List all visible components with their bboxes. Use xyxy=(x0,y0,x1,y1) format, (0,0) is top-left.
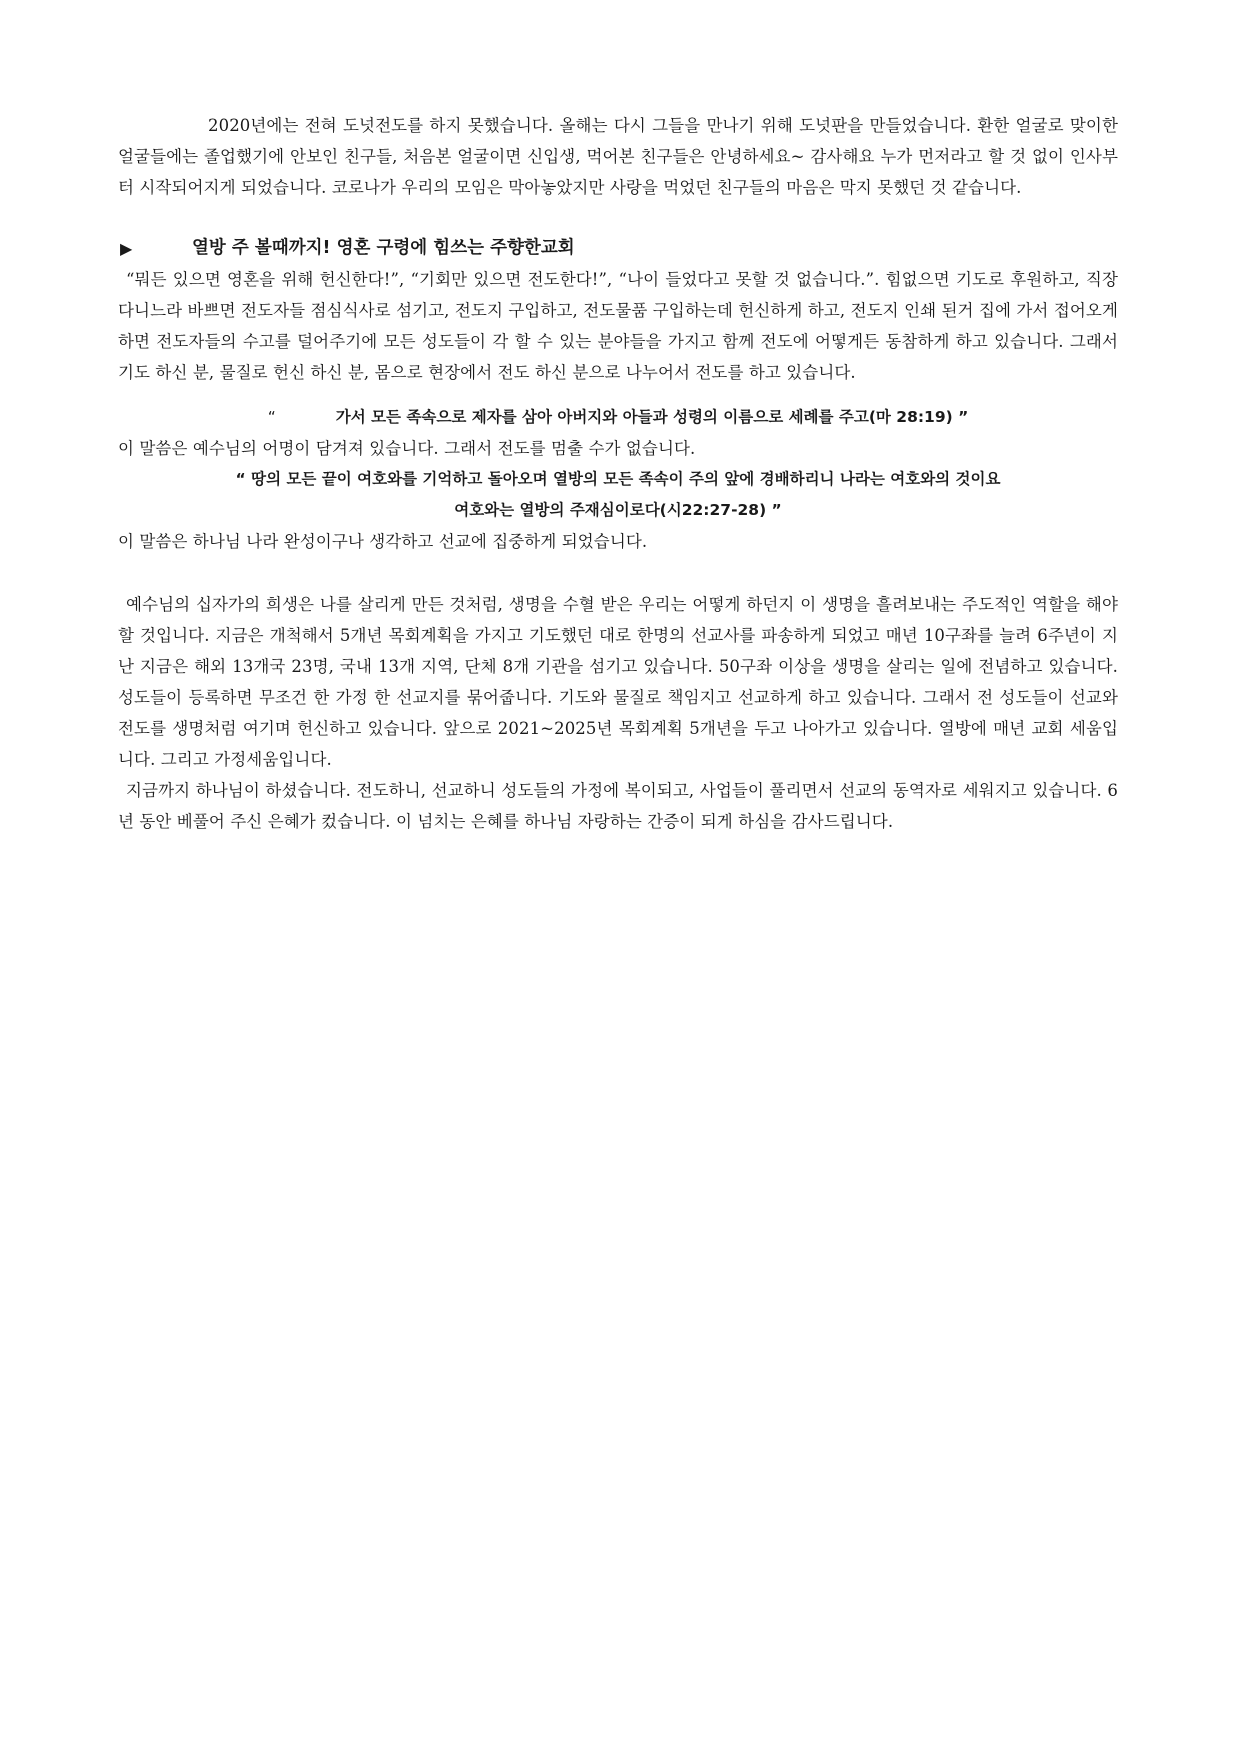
scripture-quote-text: 가서 모든 족속으로 제자를 삼아 아버지와 아들과 성령의 이름으로 세례를 주고(마 28:19) ” xyxy=(335,408,969,426)
mission-paragraph: 예수님의 십자가의 희생은 나를 살리게 만든 것처럼, 생명을 수혈 받은 우리는 어떻게 하던지 이 생명을 흘려보내는 주도적인 역할을 해야 할 것입니다. 지금은 개척해서 5개년 목회계획을 가지고 기도했던 대로 한명의 선교사를 파송하게 되었고 매년 10구좌를 늘려 6주년이 지난 지금은 해외 13개국 23명, 국내 13개 지역, 단체 8개 기관을 섬기고 있습니다. 50구좌 이상을 생명을 살리는 일에 전념하고 있습니다. 성도들이 등록하면 무조건 한 가정 한 선교지를 묶어줍니다. 기도와 물질로 책임지고 선교하게 하고 있습니다. 그래서 전 성도들이 선교와 전도를 생명처럼 여기며 헌신하고 있습니다. 앞으로 2021~2025년 목회계획 5개년을 두고 나아가고 있습니다. 열방에 매년 교회 세움입니다. 그리고 가정세움입니다. xyxy=(118,595,1118,769)
scripture-quote-line-2: 여호와는 열방의 주재심이로다(시22:27-28) ” xyxy=(454,501,782,519)
scripture-quote-matthew xyxy=(118,402,1118,433)
commentary-paragraph-2: 이 말씀은 하나님 나라 완성이구나 생각하고 선교에 집중하게 되었습니다. xyxy=(118,532,648,551)
spacer xyxy=(118,388,1118,402)
spacer xyxy=(118,557,1118,589)
triangle-bullet-icon: ▶ xyxy=(120,239,133,258)
quote-open-mark: “ xyxy=(267,408,276,426)
scripture-quote-psalm xyxy=(118,464,1118,526)
document-page xyxy=(118,110,1118,837)
evangelism-paragraph: “뭐든 있으면 영혼을 위해 헌신한다!”, “기회만 있으면 전도한다!”, “나이 들었다고 못할 것 없습니다.”. 힘없으면 기도로 후원하고, 직장 다니느라 바쁘면 전도자들 점심식사로 섬기고, 전도지 구입하고, 전도물품 구입하는데 헌신하게 하고, 전도지 인쇄 된거 집에 가서 접어오게 하면 전도자들의 수고를 덜어주기에 모든 성도들이 각 할 수 있는 분야들을 가지고 함께 전도에 어떻게든 동참하게 하고 있습니다. 그래서 기도 하신 분, 물질로 헌신 하신 분, 몸으로 현장에서 전도 하신 분으로 나누어서 전도를 하고 있습니다. xyxy=(118,270,1118,382)
closing-paragraph: 지금까지 하나님이 하셨습니다. 전도하니, 선교하니 성도들의 가정에 복이되고, 사업들이 풀리면서 선교의 동역자로 세워지고 있습니다. 6년 동안 베풀어 주신 은혜가 컸습니다. 이 넘치는 은혜를 하나님 자랑하는 간증이 되게 하심을 감사드립니다. xyxy=(118,781,1118,831)
section-title: 열방 주 볼때까지! 영혼 구령에 힘쓰는 주향한교회 xyxy=(192,238,575,258)
commentary-paragraph-1: 이 말씀은 예수님의 어명이 담겨져 있습니다. 그래서 전도를 멈출 수가 없습니다. xyxy=(118,439,696,458)
scripture-quote-line-1: “ 땅의 모든 끝이 여호와를 기억하고 돌아오며 열방의 모든 족속이 주의 앞에 경배하리니 나라는 여호와의 것이요 xyxy=(235,470,1001,488)
spacer xyxy=(118,203,1118,233)
section-heading xyxy=(118,233,1118,264)
intro-paragraph: 2020년에는 전혀 도넛전도를 하지 못했습니다. 올해는 다시 그들을 만나기 위해 도넛판을 만들었습니다. 환한 얼굴로 맞이한 얼굴들에는 졸업했기에 안보인 친구들, 처음본 얼굴이면 신입생, 먹어본 친구들은 안녕하세요~ 감사해요 누가 먼저라고 할 것 없이 인사부터 시작되어지게 되었습니다. 코로나가 우리의 모임은 막아놓았지만 사랑을 먹었던 친구들의 마음은 막지 못했던 것 같습니다. xyxy=(118,116,1118,197)
